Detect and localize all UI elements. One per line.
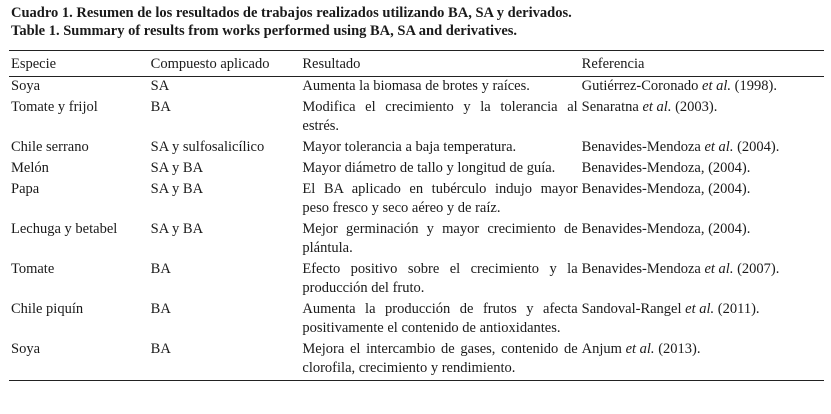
ref-year: (2004).: [708, 160, 751, 176]
ref-etal: et al.: [704, 261, 734, 277]
cell-referencia: [582, 180, 824, 220]
cell-referencia: [582, 300, 824, 340]
cell-compuesto: BA: [150, 261, 171, 277]
table-caption: [11, 4, 572, 40]
results-table: [9, 50, 824, 381]
header-compuesto: Compuesto aplicado: [151, 51, 303, 77]
cell-resultado: El BA aplicado en tubérculo indujo mayor peso fresco y seco aéreo y de raíz.: [302, 181, 578, 216]
cell-compuesto: SA y BA: [150, 221, 204, 237]
cell-compuesto: BA: [150, 301, 171, 317]
table-row: [9, 220, 824, 260]
ref-etal: et al.: [642, 99, 672, 115]
caption-spanish: Cuadro 1. Resumen de los resultados de trabajos realizados utilizando BA, SA y derivados.: [11, 5, 572, 21]
cell-referencia: [582, 98, 824, 138]
table-body: [9, 77, 824, 381]
cell-especie: Melón: [11, 160, 49, 176]
cell-resultado: Mayor tolerancia a baja temperatura.: [302, 139, 517, 155]
cell-resultado: Mayor diámetro de tallo y longitud de guía.: [302, 160, 556, 176]
ref-etal: et al.: [625, 341, 655, 357]
ref-year: (2004).: [737, 139, 780, 155]
cell-referencia: [582, 77, 824, 99]
ref-author: Benavides-Mendoza,: [581, 221, 705, 237]
header-referencia: Referencia: [582, 51, 824, 77]
ref-year: (2004).: [708, 181, 751, 197]
ref-year: (2003).: [675, 99, 718, 115]
ref-author: Senaratna: [581, 99, 639, 115]
table-row: [9, 180, 824, 220]
cell-especie: Tomate y frijol: [11, 99, 98, 115]
cell-resultado: Aumenta la producción de frutos y afecta positivamente el contenido de antioxidantes.: [302, 301, 578, 336]
ref-author: Benavides-Mendoza: [581, 261, 701, 277]
table-row: [9, 77, 824, 99]
header-especie: Especie: [9, 51, 151, 77]
ref-year: (2004).: [708, 221, 751, 237]
cell-resultado: Efecto positivo sobre el crecimiento y la producción del fruto.: [302, 261, 578, 296]
ref-author: Gutiérrez-Coronado: [581, 78, 699, 94]
cell-referencia: [582, 138, 824, 159]
cell-resultado: Mejora el intercambio de gases, contenido de clorofila, crecimiento y rendimiento.: [302, 340, 581, 381]
table-row: [9, 138, 824, 159]
ref-author: Benavides-Mendoza: [581, 139, 701, 155]
cell-referencia: [582, 220, 824, 260]
table-row: [9, 98, 824, 138]
cell-resultado: Modifica el crecimiento y la tolerancia al estrés.: [302, 99, 578, 134]
ref-author: Anjum: [581, 341, 622, 357]
ref-year: (2007).: [737, 261, 780, 277]
cell-compuesto: SA y sulfosalicílico: [150, 139, 265, 155]
ref-year: (2011).: [717, 301, 760, 317]
cell-compuesto: SA: [150, 78, 170, 94]
table-row: [9, 300, 824, 340]
cell-resultado: Mejor germinación y mayor crecimiento de plántula.: [302, 221, 578, 256]
caption-english: Table 1. Summary of results from works performed using BA, SA and derivatives.: [11, 23, 518, 39]
cell-especie: Soya: [9, 340, 151, 381]
cell-referencia: [582, 260, 824, 300]
cell-especie: Lechuga y betabel: [11, 221, 118, 237]
cell-compuesto: BA: [150, 99, 171, 115]
cell-compuesto: SA y BA: [150, 160, 204, 176]
cell-resultado: Aumenta la biomasa de brotes y raíces.: [302, 78, 530, 94]
ref-author: Benavides-Mendoza,: [581, 181, 705, 197]
cell-referencia: [582, 159, 824, 180]
header-resultado: Resultado: [302, 51, 581, 77]
ref-author: Benavides-Mendoza,: [581, 160, 705, 176]
ref-etal: et al.: [704, 139, 734, 155]
cell-especie: Chile piquín: [11, 301, 84, 317]
cell-referencia: [582, 340, 824, 381]
table-row: [9, 159, 824, 180]
cell-especie: Papa: [11, 181, 40, 197]
ref-etal: et al.: [685, 301, 715, 317]
cell-especie: Chile serrano: [11, 139, 89, 155]
ref-author: Sandoval-Rangel: [581, 301, 682, 317]
table-row: [9, 260, 824, 300]
table-header-row: [9, 51, 824, 77]
ref-year: (2013).: [658, 341, 701, 357]
cell-compuesto: BA: [151, 340, 303, 381]
cell-compuesto: SA y BA: [150, 181, 204, 197]
ref-year: (1998).: [734, 78, 777, 94]
table-row: [9, 340, 824, 381]
cell-especie: Tomate: [11, 261, 55, 277]
cell-especie: Soya: [11, 78, 40, 94]
ref-etal: et al.: [702, 78, 732, 94]
